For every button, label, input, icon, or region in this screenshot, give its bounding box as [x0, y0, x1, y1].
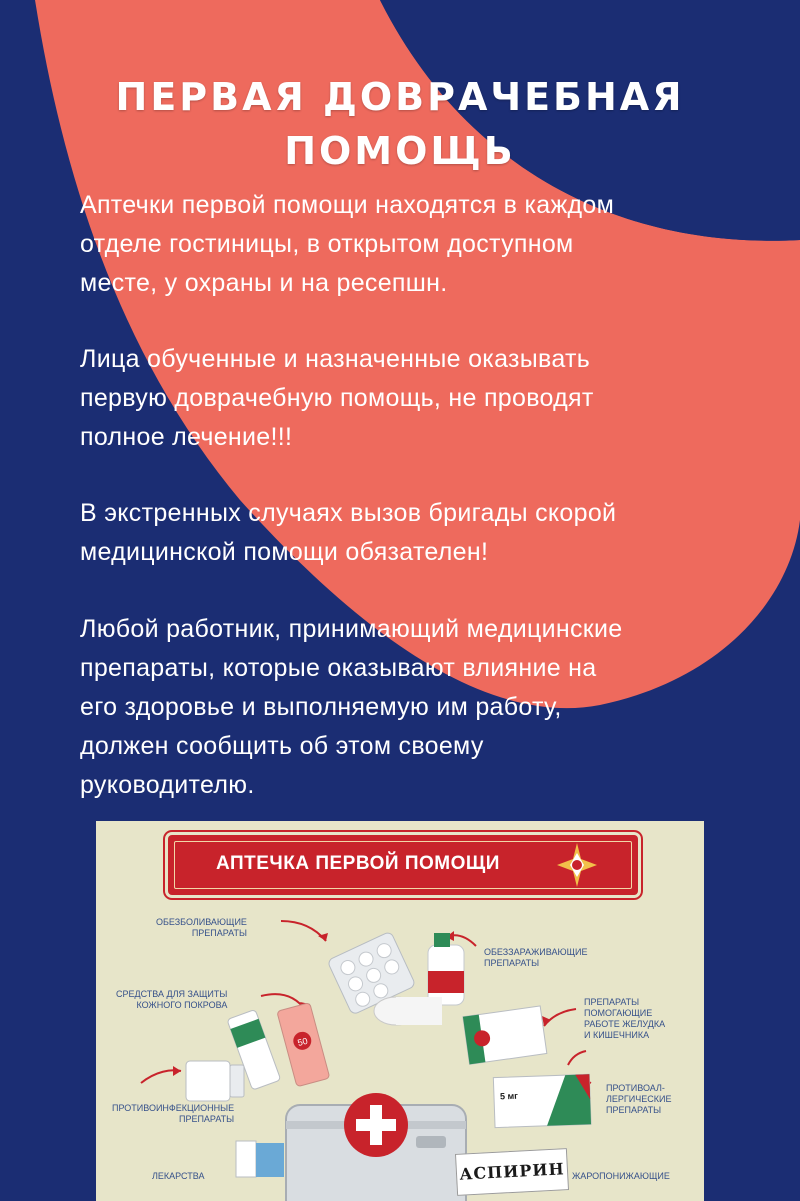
label-painkillers: ОБЕЗБОЛИВАЮЩИЕ ПРЕПАРАТЫ — [156, 917, 247, 938]
paragraph-first-aid-kits — [80, 186, 730, 303]
label-disinfectants: ОБЕЗЗАРАЖИВАЮЩИЕ ПРЕПАРАТЫ — [484, 947, 588, 968]
text-line: отделе гостиницы, в открытом доступном — [80, 230, 574, 258]
text-line: Аптечки первой помощи находятся в каждом — [80, 191, 615, 219]
paragraph-trained-persons — [80, 340, 730, 457]
label-skin-protection: СРЕДСТВА ДЛЯ ЗАЩИТЫ КОЖНОГО ПОКРОВА — [116, 989, 228, 1010]
text-line: месте, у охраны и на ресепшн. — [80, 269, 448, 297]
tube-number: 50 — [296, 1035, 309, 1048]
first-aid-kit-poster — [96, 821, 704, 1201]
title-line-1: ПЕРВАЯ ДОВРАЧЕБНАЯ — [115, 75, 685, 119]
title-line-2: ПОМОЩЬ — [284, 129, 516, 173]
page-title — [0, 70, 800, 178]
text-line: первую доврачебную помощь, не проводят — [80, 384, 594, 412]
aspirin-box: АСПИРИН — [455, 1148, 569, 1196]
text-line: руководителю. — [80, 771, 255, 799]
label-anti-infective: ПРОТИВОИНФЕКЦИОННЫЕ ПРЕПАРАТЫ — [112, 1103, 235, 1124]
text-line: медицинской помощи обязателен! — [80, 538, 489, 566]
text-line: Лица обученные и назначенные оказывать — [80, 345, 591, 373]
text-line: полное лечение!!! — [80, 423, 293, 451]
label-stomach-meds: ПРЕПАРАТЫ ПОМОГАЮЩИЕ РАБОТЕ ЖЕЛУДКА И КИШЕЧНИКА — [584, 997, 666, 1040]
paragraph-emergency-call — [80, 494, 730, 572]
pack-dose: 5 мг — [499, 1090, 519, 1102]
text-line: должен сообщить об этом своему — [80, 732, 484, 760]
paragraph-medication-notice — [80, 610, 730, 805]
text-line: Любой работник, принимающий медицинские — [80, 615, 623, 643]
label-antiallergy: ПРОТИВОАЛ- ЛЕРГИЧЕСКИЕ ПРЕПАРАТЫ — [606, 1083, 672, 1115]
label-drugs: ЛЕКАРСТВА — [152, 1171, 205, 1181]
text-line: препараты, которые оказывают влияние на — [80, 654, 597, 682]
label-antipyretic: ЖАРОПОНИЖАЮЩИЕ — [572, 1171, 670, 1181]
text-line: В экстренных случаях вызов бригады скорой — [80, 499, 617, 527]
poster-title: АПТЕЧКА ПЕРВОЙ ПОМОЩИ — [216, 853, 500, 874]
text-line: его здоровье и выполняемую им работу, — [80, 693, 562, 721]
